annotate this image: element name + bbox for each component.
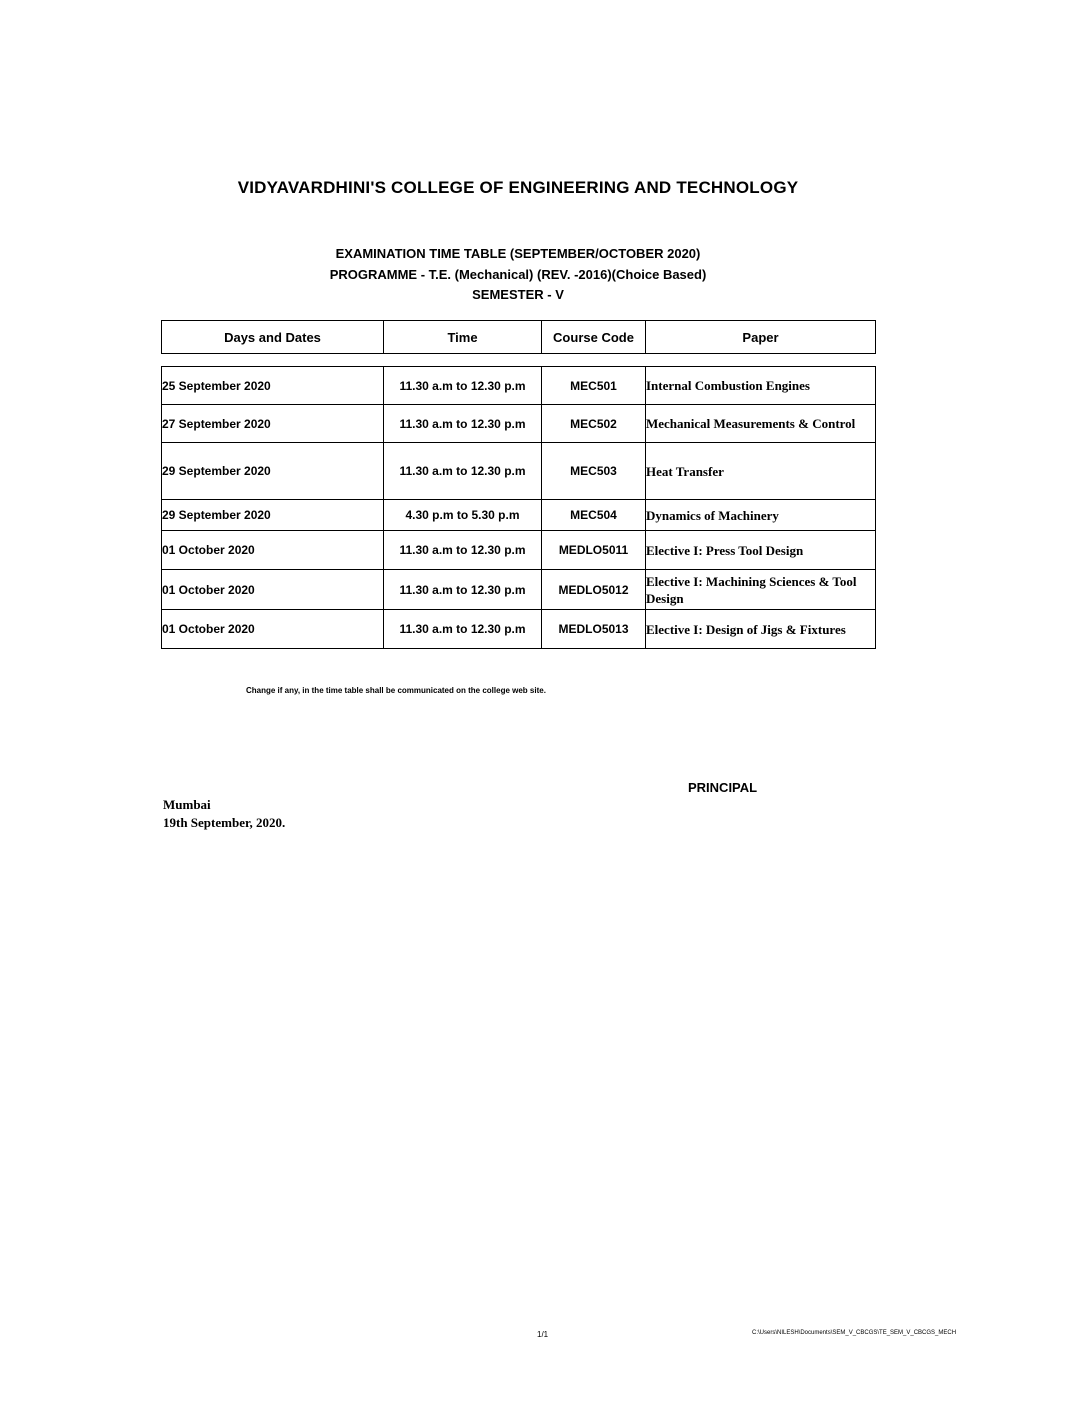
row-course-code: MEC504 (542, 500, 646, 531)
row-time: 11.30 a.m to 12.30 p.m (384, 443, 542, 500)
row-paper: Elective I: Design of Jigs & Fixtures (646, 610, 876, 649)
column-header-course-code: Course Code (542, 321, 646, 354)
row-time: 11.30 a.m to 12.30 p.m (384, 531, 542, 570)
row-date: 29 September 2020 (162, 443, 384, 500)
row-date: 01 October 2020 (162, 531, 384, 570)
row-date: 27 September 2020 (162, 405, 384, 443)
row-course-code: MEC501 (542, 367, 646, 405)
row-course-code: MEC503 (542, 443, 646, 500)
table-row (162, 531, 876, 570)
row-time: 11.30 a.m to 12.30 p.m (384, 405, 542, 443)
row-paper: Elective I: Press Tool Design (646, 531, 876, 570)
row-paper: Heat Transfer (646, 443, 876, 500)
table-row (162, 405, 876, 443)
row-time: 11.30 a.m to 12.30 p.m (384, 570, 542, 610)
header-row (162, 321, 876, 354)
row-paper: Internal Combustion Engines (646, 367, 876, 405)
column-header-date: Days and Dates (162, 321, 384, 354)
semester-title: SEMESTER - V (472, 287, 564, 302)
row-time: 11.30 a.m to 12.30 p.m (384, 610, 542, 649)
row-time: 11.30 a.m to 12.30 p.m (384, 367, 542, 405)
programme-title: PROGRAMME - T.E. (Mechanical) (REV. -2016)(Choice Based) (329, 267, 707, 282)
table-row (162, 367, 876, 405)
change-notice: Change if any, in the time table shall be communicated on the college web site. (246, 686, 546, 695)
row-time: 4.30 p.m to 5.30 p.m (384, 500, 542, 531)
principal-signature: PRINCIPAL (688, 780, 758, 795)
row-course-code: MEDLO5012 (542, 570, 646, 610)
timetable-header (161, 320, 876, 354)
row-date: 01 October 2020 (162, 610, 384, 649)
row-paper: Mechanical Measurements & Control (646, 405, 876, 443)
page-number: 1/1 (537, 1330, 549, 1339)
issue-date: 19th September, 2020. (163, 815, 286, 830)
row-course-code: MEC502 (542, 405, 646, 443)
row-date: 29 September 2020 (162, 500, 384, 531)
timetable-body (161, 366, 876, 649)
table-row (162, 570, 876, 610)
place-date-block (163, 796, 285, 832)
table-row (162, 610, 876, 649)
table-row (162, 500, 876, 531)
column-header-time: Time (384, 321, 542, 354)
exam-title: EXAMINATION TIME TABLE (SEPTEMBER/OCTOBER 2020) (335, 246, 701, 261)
row-date: 25 September 2020 (162, 367, 384, 405)
column-header-paper: Paper (646, 321, 876, 354)
table-row (162, 443, 876, 500)
file-path: C:\Users\NILESH\Documents\SEM_V_CBCGS\TE_SEM_V_CBCGS_MECH (752, 1330, 957, 1336)
college-name: VIDYAVARDHINI'S COLLEGE OF ENGINEERING AND TECHNOLOGY (237, 178, 799, 197)
row-date: 01 October 2020 (162, 570, 384, 610)
row-paper: Elective I: Machining Sciences & Tool Design (646, 570, 876, 610)
row-course-code: MEDLO5011 (542, 531, 646, 570)
row-course-code: MEDLO5013 (542, 610, 646, 649)
place-label: Mumbai (163, 797, 211, 812)
row-paper: Dynamics of Machinery (646, 500, 876, 531)
